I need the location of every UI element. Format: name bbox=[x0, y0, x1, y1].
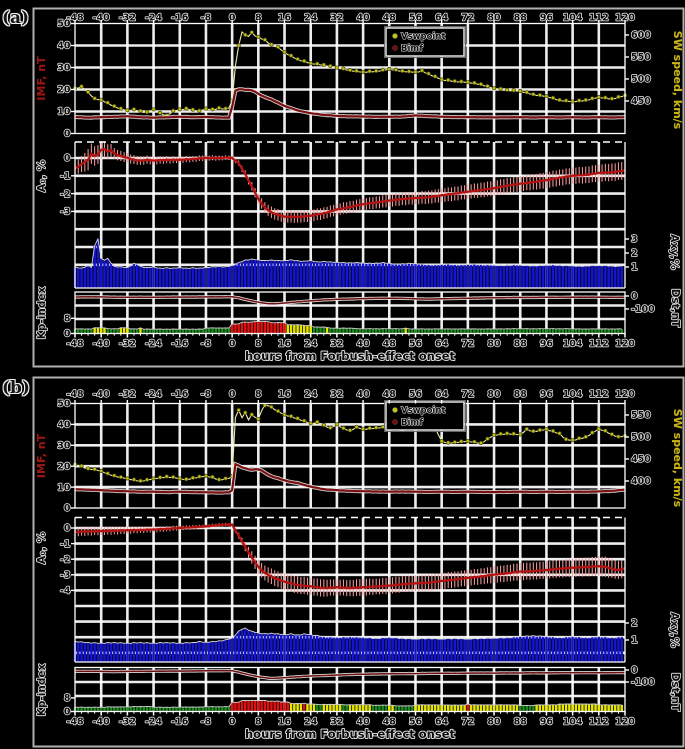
panel-a-label: (a) bbox=[2, 8, 30, 28]
x-tick-bottom: 72 bbox=[461, 338, 475, 350]
a0-line bbox=[75, 149, 625, 217]
x-tick-bottom: 112 bbox=[588, 338, 609, 350]
x-tick-bottom: 8 bbox=[255, 338, 262, 350]
x-tick-top: -40 bbox=[92, 12, 110, 24]
y-tick-right: 550 bbox=[631, 52, 651, 64]
x-tick-top: 64 bbox=[435, 389, 449, 400]
y-tick-left: -4 bbox=[59, 585, 71, 597]
y-tick-left: 0 bbox=[63, 153, 71, 165]
y-tick-left: 40 bbox=[57, 419, 71, 431]
subplot-imf-sw bbox=[73, 401, 626, 509]
y-tick-left: 8 bbox=[63, 313, 71, 325]
x-tick-bottom: 104 bbox=[562, 338, 583, 350]
x-tick-bottom: -24 bbox=[144, 338, 163, 350]
x-tick-top: 56 bbox=[408, 12, 423, 24]
x-tick-top: -16 bbox=[171, 389, 189, 400]
x-tick-bottom: 16 bbox=[277, 716, 292, 728]
x-tick-top: 96 bbox=[539, 389, 554, 400]
imf-halo bbox=[75, 89, 625, 118]
x-tick-top: 40 bbox=[356, 12, 370, 24]
legend bbox=[385, 27, 466, 58]
kp-bars bbox=[74, 700, 623, 711]
a0-line bbox=[75, 524, 625, 588]
x-tick-top: 72 bbox=[461, 12, 475, 24]
x-tick-bottom: 24 bbox=[304, 338, 318, 350]
subplot-kp-dst bbox=[74, 292, 625, 334]
x-tick-bottom: 88 bbox=[513, 716, 527, 728]
y-tick-left: 0 bbox=[63, 523, 71, 535]
y-tick-left: 20 bbox=[57, 461, 71, 473]
axy-axis-label: Axy,% bbox=[668, 234, 680, 270]
y-tick-left: 0 bbox=[63, 128, 71, 140]
y-tick-left: -1 bbox=[59, 538, 71, 550]
x-tick-top: 0 bbox=[228, 389, 236, 400]
x-axis-title: hours from Forbush-effect onset bbox=[244, 727, 456, 741]
x-tick-bottom: 96 bbox=[539, 338, 554, 350]
x-tick-bottom: 120 bbox=[615, 716, 635, 728]
x-tick-top: 8 bbox=[255, 389, 262, 400]
panel-b bbox=[34, 378, 685, 747]
y-tick-right: 0 bbox=[631, 291, 638, 303]
legend-label-imf: Bimf bbox=[401, 44, 423, 54]
x-tick-bottom: -16 bbox=[171, 338, 189, 350]
subplot-imf-sw bbox=[73, 24, 626, 134]
x-tick-bottom: -16 bbox=[171, 716, 189, 728]
y-tick-left: 8 bbox=[63, 693, 71, 705]
panel-b-label: (b) bbox=[2, 378, 30, 398]
x-axis-title: hours from Forbush-effect onset bbox=[244, 349, 456, 363]
x-tick-bottom: 112 bbox=[588, 716, 609, 728]
x-tick-top: 112 bbox=[588, 389, 609, 400]
x-tick-bottom: 56 bbox=[408, 338, 423, 350]
y-tick-left: 10 bbox=[57, 482, 71, 494]
x-tick-top: 32 bbox=[330, 389, 344, 400]
x-tick-bottom: 80 bbox=[487, 338, 501, 350]
dst-axis-label: Dst,nT bbox=[669, 672, 681, 712]
x-tick-bottom: 40 bbox=[356, 716, 370, 728]
x-tick-top: -8 bbox=[200, 12, 212, 24]
y-tick-right: 0 bbox=[631, 665, 638, 677]
y-tick-right: 500 bbox=[631, 74, 651, 86]
axy-bars bbox=[74, 628, 623, 662]
x-tick-bottom: 32 bbox=[330, 338, 344, 350]
y-tick-right: 1 bbox=[631, 262, 638, 274]
x-tick-bottom: 88 bbox=[513, 338, 527, 350]
x-tick-top: 32 bbox=[330, 12, 344, 24]
x-tick-bottom: -32 bbox=[118, 716, 136, 728]
legend-marker-sw bbox=[392, 33, 397, 38]
sw-speed-line bbox=[75, 405, 625, 482]
x-tick-top: 24 bbox=[304, 389, 318, 400]
kp-axis-label: Kp-index bbox=[36, 663, 48, 717]
y-tick-left: 10 bbox=[57, 106, 71, 118]
x-tick-top: 24 bbox=[304, 12, 318, 24]
x-tick-top: 88 bbox=[513, 12, 527, 24]
x-tick-bottom: -8 bbox=[200, 338, 212, 350]
x-tick-bottom: -8 bbox=[200, 716, 212, 728]
axy-axis-label: Axy,% bbox=[668, 612, 680, 648]
y-tick-right: 450 bbox=[631, 454, 651, 466]
x-tick-top: -32 bbox=[118, 389, 136, 400]
y-tick-right: 1 bbox=[631, 635, 638, 647]
a0-axis-label: A₀, % bbox=[35, 159, 48, 193]
x-tick-top: 16 bbox=[277, 12, 292, 24]
imf-axis-label: IMF, nT bbox=[35, 433, 48, 479]
x-tick-top: -24 bbox=[144, 12, 163, 24]
x-tick-top: 48 bbox=[382, 389, 396, 400]
x-tick-bottom: 24 bbox=[304, 716, 318, 728]
y-tick-left: -2 bbox=[59, 554, 71, 566]
x-tick-top: -8 bbox=[200, 389, 212, 400]
kp-axis-label: Kp-index bbox=[36, 286, 48, 340]
x-tick-top: 120 bbox=[615, 389, 635, 400]
x-tick-top: 104 bbox=[562, 12, 583, 24]
y-tick-right: 2 bbox=[631, 248, 638, 260]
x-tick-top: 64 bbox=[435, 12, 449, 24]
x-tick-bottom: 48 bbox=[382, 338, 396, 350]
x-tick-top: -48 bbox=[66, 12, 84, 24]
y-tick-right: 3 bbox=[631, 234, 638, 246]
x-tick-top: 48 bbox=[382, 12, 396, 24]
y-tick-left: 20 bbox=[57, 84, 71, 96]
x-tick-top: 8 bbox=[255, 12, 262, 24]
sw-axis-label: SW speed, km/s bbox=[671, 408, 684, 508]
x-tick-bottom: 64 bbox=[435, 338, 449, 350]
x-tick-bottom: 80 bbox=[487, 716, 501, 728]
x-tick-bottom: -24 bbox=[144, 716, 163, 728]
x-tick-top: -24 bbox=[144, 389, 163, 400]
sw-axis-label: SW speed, km/s bbox=[671, 30, 684, 130]
imf-axis-label: IMF, nT bbox=[35, 56, 48, 101]
axis-text bbox=[35, 13, 684, 364]
x-tick-top: 40 bbox=[356, 389, 370, 400]
legend-label-sw: Vswpoint bbox=[401, 406, 446, 416]
legend bbox=[385, 401, 466, 432]
x-tick-bottom: 0 bbox=[228, 716, 236, 728]
x-tick-bottom: 56 bbox=[408, 716, 423, 728]
x-tick-bottom: 40 bbox=[356, 338, 370, 350]
x-tick-top: 104 bbox=[562, 389, 583, 400]
panel-frame bbox=[34, 9, 684, 367]
x-tick-bottom: 8 bbox=[255, 716, 262, 728]
y-tick-left: 30 bbox=[57, 62, 71, 74]
x-tick-top: -16 bbox=[171, 12, 189, 24]
dst-axis-label: Dst,nT bbox=[669, 288, 681, 328]
y-tick-left: 0 bbox=[63, 706, 71, 718]
kp-bars bbox=[74, 321, 623, 333]
x-tick-top: 112 bbox=[588, 12, 609, 24]
x-tick-bottom: 16 bbox=[277, 338, 292, 350]
x-tick-bottom: 0 bbox=[228, 338, 236, 350]
y-tick-left: -3 bbox=[59, 206, 71, 218]
y-tick-left: -1 bbox=[59, 171, 71, 182]
x-tick-top: 120 bbox=[615, 12, 635, 24]
y-tick-right: 500 bbox=[631, 432, 651, 444]
x-tick-top: -48 bbox=[66, 389, 84, 400]
x-tick-bottom: 48 bbox=[382, 716, 396, 728]
x-tick-bottom: -40 bbox=[92, 716, 110, 728]
x-tick-top: 16 bbox=[277, 389, 292, 400]
x-tick-bottom: 64 bbox=[435, 716, 449, 728]
y-tick-left: -3 bbox=[59, 570, 71, 581]
legend-label-imf: Bimf bbox=[401, 418, 423, 428]
y-tick-left: 0 bbox=[63, 503, 71, 515]
a0-axis-label: A₀, % bbox=[35, 531, 48, 565]
x-tick-top: 88 bbox=[513, 389, 527, 400]
x-tick-top: 72 bbox=[461, 389, 475, 400]
sw-speed-markers bbox=[73, 404, 626, 483]
y-tick-left: 0 bbox=[63, 328, 71, 340]
y-tick-left: 50 bbox=[57, 18, 71, 30]
y-tick-left: -2 bbox=[59, 188, 71, 200]
imf-line bbox=[75, 89, 625, 118]
x-tick-bottom: -48 bbox=[66, 338, 84, 350]
x-tick-top: 0 bbox=[228, 12, 236, 24]
panel-a bbox=[34, 9, 685, 367]
y-tick-right: 2 bbox=[631, 618, 638, 630]
legend-marker-sw bbox=[392, 407, 397, 412]
legend-marker-imf bbox=[392, 419, 397, 424]
y-tick-right: 600 bbox=[631, 30, 651, 42]
axis-text bbox=[35, 389, 684, 741]
x-tick-bottom: 72 bbox=[461, 716, 475, 728]
y-tick-right: 450 bbox=[631, 96, 651, 108]
x-tick-top: 80 bbox=[487, 389, 501, 400]
y-tick-left: 40 bbox=[57, 40, 71, 52]
y-tick-right: 550 bbox=[631, 410, 651, 422]
x-tick-bottom: 104 bbox=[562, 716, 583, 728]
y-tick-left: 50 bbox=[57, 398, 71, 410]
x-tick-bottom: -40 bbox=[92, 338, 110, 350]
x-tick-top: 56 bbox=[408, 389, 423, 400]
x-tick-top: -32 bbox=[118, 12, 136, 24]
x-tick-bottom: 32 bbox=[330, 716, 344, 728]
legend-marker-imf bbox=[392, 45, 397, 50]
legend-label-sw: Vswpoint bbox=[401, 32, 446, 42]
x-tick-top: 96 bbox=[539, 12, 554, 24]
y-tick-right: -100 bbox=[631, 304, 655, 316]
x-tick-bottom: -48 bbox=[66, 716, 84, 728]
subplot-kp-dst bbox=[74, 668, 625, 712]
x-tick-top: 80 bbox=[487, 12, 501, 24]
y-tick-right: -100 bbox=[631, 677, 655, 689]
kp-envelope bbox=[75, 321, 622, 329]
x-tick-top: -40 bbox=[92, 389, 110, 400]
x-tick-bottom: 96 bbox=[539, 716, 554, 728]
sw-speed-markers bbox=[73, 31, 626, 117]
y-tick-right: 400 bbox=[631, 476, 651, 488]
x-tick-bottom: 120 bbox=[615, 338, 635, 350]
x-tick-bottom: -32 bbox=[118, 338, 136, 350]
y-tick-left: 30 bbox=[57, 440, 71, 452]
